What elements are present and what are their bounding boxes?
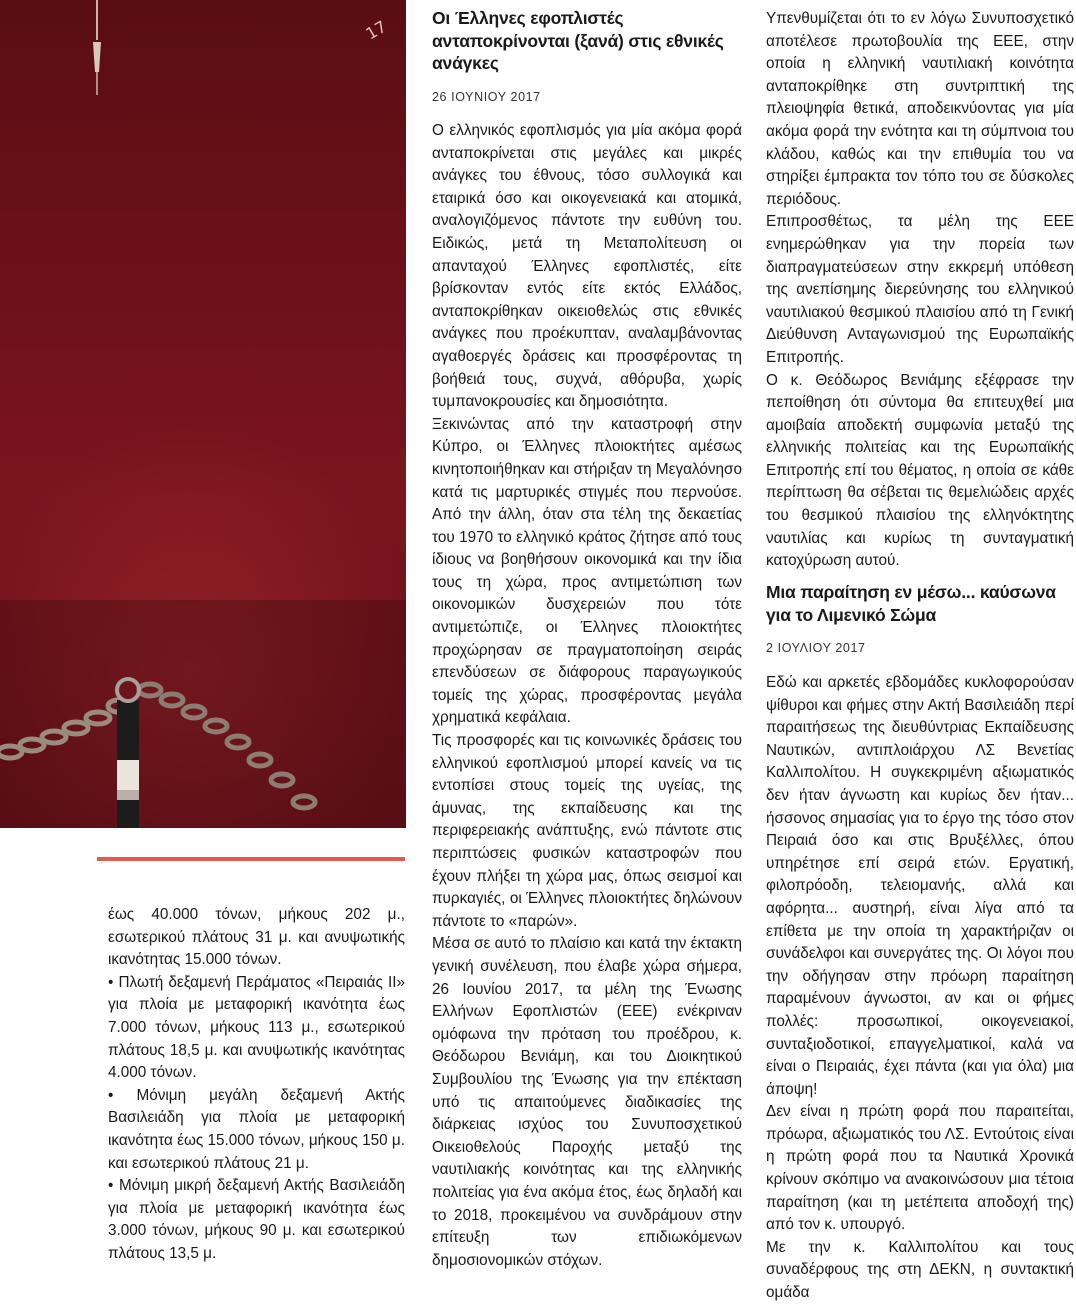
article-photo — [0, 0, 406, 828]
article1-paragraph: Μέσα σε αυτό το πλαίσιο και κατά την έκτακτη γενική συνέλευση, που έλαβε χώρα σήμερα, 26 Ιουνίου 2017, τα μέλη της Ένωσης Ελλήνων Εφοπλιστών (ΕΕΕ) ενέκριναν ομόφωνα την πρόταση του προέδρου, κ. Θεόδωρου Βενιάμη, και του Διοικητικού Συμβουλίου της Ένωσης για την επέκταση υπό τις απαιτούμενες διαδικασίες της διάρκειας ισχύος του Συνυποσχετικού Οικειοθελούς Παροχής μεταξύ της ναυτιλιακής κοινότητας και της ελληνικής πολιτείας για ένα ακόμα έτος, έως δηλαδή και το 2018, προκειμένου να συνδράμουν στην επίτευξη των επιδιωκόμενων δημοσιονομικών στόχων. — [432, 935, 742, 1269]
article1-title: Οι Έλληνες εφοπλιστές ανταποκρίνονται (ξανά) στις εθνικές ανάγκες — [432, 8, 724, 73]
left-paragraph: • Πλωτή δεξαμενή Περάματος «Πειραιάς ΙΙ» για πλοία με μεταφορική ικανότητα έως 7.000 τόνων, μήκους 113 μ., εσωτερικού πλάτους 18,5 μ. και ανυψωτικής ικανότητας 4.000 τόνων. — [108, 973, 405, 1082]
article2-title: Μια παραίτηση εν μέσω... καύσωνα για το Λιμενικό Σώμα — [766, 582, 1056, 625]
left-paragraph: • Μόνιμη μικρή δεξαμενή Ακτής Βασιλειάδη για πλοία με μεταφορική ικανότητα έως 3.000 τόνων, μήκους 90 μ. και εσωτερικού πλάτους 13,5 μ. — [108, 1177, 405, 1262]
article1-date: 26 ΙΟΥΝΙΟΥ 2017 — [432, 90, 541, 104]
left-paragraph: έως 40.000 τόνων, μήκους 202 μ., εσωτερικού πλάτους 31 μ. και ανυψωτικής ικανότητας 15.000 τόνων. — [108, 906, 405, 969]
section-divider — [97, 857, 405, 861]
anchor-chain-photo-icon — [0, 0, 406, 828]
article2-paragraph: Με την κ. Καλλιπολίτου και τους συναδέρφους της στη ΔΕΚΝ, η συντακτική ομάδα — [766, 1238, 1074, 1302]
article2-paragraph: Δεν είναι η πρώτη φορά που παραιτείται, πρόωρα, αξιωματικός του ΛΣ. Εντούτοις είναι η πρώτη φορά που τα Ναυτικά Χρονικά κρίνουν σκόπιμο να ανακοινώσουν μια τέτοια παραίτηση (και τη μετέπειτα αποδοχή της) από τον κ. υπουργό. — [766, 1103, 1074, 1234]
left-paragraph: • Μόνιμη μεγάλη δεξαμενή Ακτής Βασιλειάδη για πλοία με μεταφορική ικανότητα έως 15.000 τόνων, μήκους 150 μ. και εσωτερικού πλάτους 21 μ. — [108, 1086, 405, 1172]
left-column — [108, 904, 405, 1266]
article1-body-col3 — [766, 8, 1074, 573]
article1-paragraph: Επιπροσθέτως, τα μέλη της ΕΕΕ ενημερώθηκαν για την πορεία των διαπραγματεύσεων στην εκκρεμή υπόθεση της ανεπίσημης διερεύνησης του ελληνικού ναυτιλιακού θεσμικού πλαισίου από τη Γενική Διεύθυνση Ανταγωνισμού της Ευρωπαϊκής Επιτροπής. — [766, 213, 1074, 366]
article2-paragraph: Εδώ και αρκετές εβδομάδες κυκλοφορούσαν ψίθυροι και φήμες στην Ακτή Βασιλειάδη περί παραιτήσεως της διευθύντριας Εκπαίδευσης Ναυτικών, αντιπλοιάρχου ΛΣ Βενετίας Καλλιπολίτου. Η συγκεκριμένη αξιωματικός δεν ήταν άγνωστη και κυρίως δεν ήταν... ήσσονος σημασίας για το έργο της τόσο στον Πειραιά όσο και στις Βρυξέλλες, όπου υπηρέτησε επί σειρά ετών. Εργατική, φιλοπρόοδη, τελειομανής, αλλά και αφόρητα... αυστηρή, είναι λίγα από τα επίθετα με την οποία τη χαρακτήριζαν οι συνάδελφοι και συνεργάτες της. Οι λόγοι που την οδήγησαν στην πρόωρη παραίτηση παραμένουν άγνωστοι, αν και οι φήμες πολλές: προσωπικοί, οικογενειακοί, συνταξιοδοτικοί, επαγγελματικοί, καλά να είναι ο Πειραιάς, έχει πάντα (και για όλα) μια άποψη! — [766, 674, 1074, 1098]
article1-paragraph: Ο κ. Θεόδωρος Βενιάμης εξέφρασε την πεποίθηση ότι σύντομα θα επιτευχθεί μια αμοιβαία αποδεκτή συμφωνία μεταξύ της ελληνικής πολιτείας και της Ευρωπαϊκής Επιτροπής επί του θέματος, η οποία σε κάθε περίπτωση θα σέβεται τις θεμελιώδεις αρχές του θεσμικού πλαισίου της ελληνόκτητης ναυτιλίας και κυρίως τη συνταγματική κατοχύρωση αυτού. — [766, 371, 1074, 570]
svg-text:17: 17 — [362, 16, 390, 44]
article1-paragraph: Υπενθυμίζεται ότι το εν λόγω Συνυποσχετικό αποτέλεσε πρωτοβουλία της ΕΕΕ, στην οποία η ελληνική ναυτιλιακή κοινότητα ανταποκρίθηκε στη συντριπτική της πλειοψηφία θετικά, αποδεικνύοντας για μία ακόμα φορά την ενότητα και τη σύμπνοια του κλάδου, καθώς και την επιθυμία του να στηρίξει έμπρακτα τον τόπο του σε δύσκολες περιόδους. — [766, 10, 1074, 208]
article1-paragraph: Ο ελληνικός εφοπλισμός για μία ακόμα φορά ανταποκρίνεται στις μεγάλες και μικρές ανάγκες του έθνους, τόσο συλλογικά και εταιρικά όσο και οικογενειακά και ατομικά, αναλογιζόμενος πάντοτε την ευθύνη του. Ειδικώς, μετά τη Μεταπολίτευση οι απανταχού Έλληνες εφοπλιστές, είτε βρίσκονταν εντός είτε εκτός Ελλάδος, ανταποκρίθηκαν οικειοθελώς στις εθνικές ανάγκες που προέκυπταν, αναλαμβάνοντας αγαθοεργές δράσεις και προσφέροντας τη βοήθειά τους, συχνά, αθόρυβα, χωρίς τυμπανοκρουσίες και δημοσιότητα. — [432, 122, 742, 411]
article2-body — [766, 672, 1074, 1305]
article2-date: 2 ΙΟΥΛΙΟΥ 2017 — [766, 641, 866, 655]
article1-paragraph: Ξεκινώντας από την καταστροφή στην Κύπρο, οι Έλληνες πλοιοκτήτες αμέσως κινητοποιήθηκαν και στήριξαν τη Μεγαλόνησο κατά τις μαρτυρικές στιγμές που περνούσε. Από την άλλη, όταν στα τέλη της δεκαετίας του 1970 το ελληνικό κράτος ζήτησε από τους ίδιους να βοηθήσουν οικονομικά και την ίδια τους τη χώρα, προς αντιμετώπιση των οικονομικών δυσχερειών που τότε αντιμετώπιζε, οι Έλληνες πλοιοκτήτες προχώρησαν σε πραγματοποίηση σειράς επενδύσεων σε διάφορους παραγωγικούς τομείς της χώρας, προσφέροντας μεγάλα χρηματικά κεφάλαια. — [432, 415, 742, 727]
article1-paragraph: Τις προσφορές και τις κοινωνικές δράσεις του ελληνικού εφοπλισμού μπορεί κανείς να τις εντοπίσει στους τομείς της υγείας, της άμυνας, της εκπαίδευσης και της περιφερειακής ανάπτυξης, ενώ πάντοτε στις περιπτώσεις φυσικών καταστροφών που έχουν πλήξει τη χώρα μας, όπως σεισμοί και πυρκαγιές, οι Έλληνες πλοιοκτήτες δηλώνουν πάντοτε το «παρών». — [432, 732, 742, 930]
article1-body-col2 — [432, 120, 742, 1272]
